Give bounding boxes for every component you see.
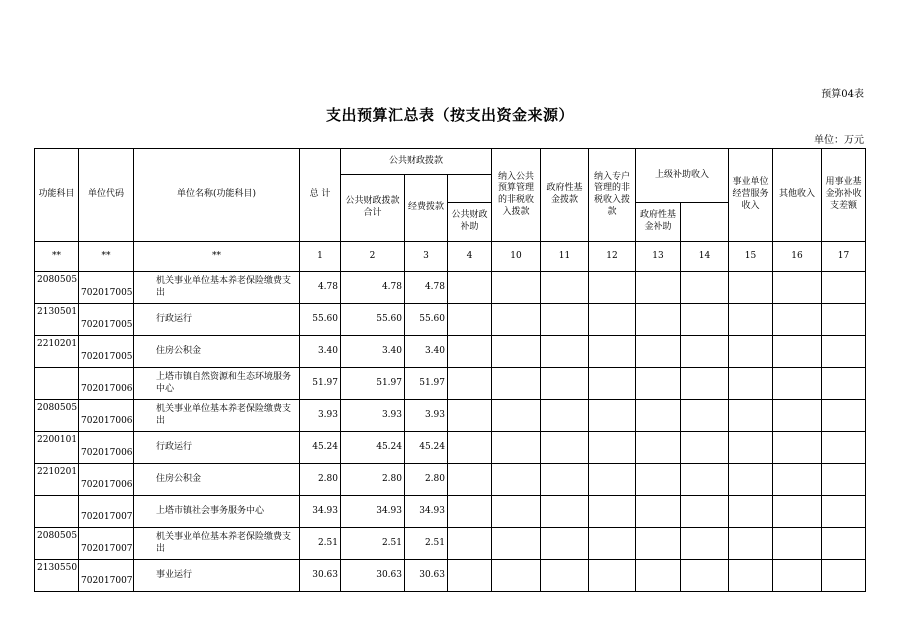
unit-name-text: 事业运行 bbox=[156, 569, 193, 580]
pf-total-cell: 51.97 bbox=[341, 368, 405, 400]
empty-cell bbox=[448, 560, 492, 592]
unit-code-cell: 702017005 bbox=[79, 304, 134, 336]
table-row bbox=[35, 272, 866, 304]
empty-cell bbox=[492, 304, 541, 336]
funding-cell: 2.80 bbox=[405, 464, 448, 496]
unit-code-cell: 702017006 bbox=[79, 464, 134, 496]
empty-cell bbox=[492, 560, 541, 592]
func-code-cell: 2200101 bbox=[35, 432, 79, 464]
empty-cell bbox=[773, 304, 822, 336]
funding-cell: 3.93 bbox=[405, 400, 448, 432]
empty-cell bbox=[729, 464, 773, 496]
table-row bbox=[35, 560, 866, 592]
funding-cell: 55.60 bbox=[405, 304, 448, 336]
funding-cell: 3.40 bbox=[405, 336, 448, 368]
pf-total-cell: 30.63 bbox=[341, 560, 405, 592]
index-cell: 12 bbox=[589, 242, 636, 272]
index-cell: 16 bbox=[773, 242, 822, 272]
unit-name-cell bbox=[134, 528, 300, 560]
empty-cell bbox=[541, 464, 589, 496]
empty-cell bbox=[681, 464, 729, 496]
funding-cell: 30.63 bbox=[405, 560, 448, 592]
total-cell: 30.63 bbox=[300, 560, 341, 592]
unit-name-text: 上塔市镇自然资源和生态环境服务中心 bbox=[156, 371, 292, 394]
empty-cell bbox=[822, 432, 866, 464]
empty-cell bbox=[729, 272, 773, 304]
header-func: 功能科目 bbox=[35, 149, 79, 242]
empty-cell bbox=[492, 368, 541, 400]
empty-cell bbox=[492, 496, 541, 528]
total-cell: 34.93 bbox=[300, 496, 341, 528]
empty-cell bbox=[636, 400, 681, 432]
pf-total-cell: 3.93 bbox=[341, 400, 405, 432]
pf-total-cell: 2.80 bbox=[341, 464, 405, 496]
empty-cell bbox=[822, 528, 866, 560]
header-superior: 上级补助收入 bbox=[636, 149, 729, 203]
total-cell: 3.40 bbox=[300, 336, 341, 368]
empty-cell bbox=[822, 400, 866, 432]
page-title: 支出预算汇总表（按支出资金来源） bbox=[325, 106, 574, 124]
table-row bbox=[35, 304, 866, 336]
empty-cell bbox=[729, 336, 773, 368]
empty-cell bbox=[681, 432, 729, 464]
unit-code-cell: 702017006 bbox=[79, 368, 134, 400]
empty-cell bbox=[681, 304, 729, 336]
empty-cell bbox=[589, 496, 636, 528]
unit-name-text: 住房公积金 bbox=[156, 345, 202, 356]
unit-name-cell bbox=[134, 336, 300, 368]
empty-cell bbox=[822, 464, 866, 496]
empty-cell bbox=[589, 304, 636, 336]
index-cell: 13 bbox=[636, 242, 681, 272]
empty-cell bbox=[636, 304, 681, 336]
funding-cell: 2.51 bbox=[405, 528, 448, 560]
empty-cell bbox=[448, 432, 492, 464]
unit-name-cell bbox=[134, 304, 300, 336]
empty-cell bbox=[681, 368, 729, 400]
empty-cell bbox=[492, 464, 541, 496]
empty-cell bbox=[729, 368, 773, 400]
empty-cell bbox=[822, 272, 866, 304]
empty-cell bbox=[773, 528, 822, 560]
empty-cell bbox=[589, 560, 636, 592]
unit-name-cell bbox=[134, 464, 300, 496]
unit-name-text: 行政运行 bbox=[156, 441, 193, 452]
func-code-cell: 2080505 bbox=[35, 400, 79, 432]
unit-name-text: 机关事业单位基本养老保险缴费支出 bbox=[156, 275, 292, 298]
total-cell: 4.78 bbox=[300, 272, 341, 304]
empty-cell bbox=[636, 336, 681, 368]
empty-cell bbox=[729, 560, 773, 592]
empty-cell bbox=[822, 304, 866, 336]
budget-table bbox=[34, 148, 866, 592]
func-code-cell: 2130501 bbox=[35, 304, 79, 336]
unit-name-cell bbox=[134, 368, 300, 400]
empty-cell bbox=[448, 272, 492, 304]
table-row bbox=[35, 464, 866, 496]
table-row bbox=[35, 496, 866, 528]
empty-cell bbox=[681, 400, 729, 432]
index-row bbox=[35, 242, 866, 272]
unit-name-text: 住房公积金 bbox=[156, 473, 202, 484]
unit-label: 单位：万元 bbox=[814, 135, 864, 146]
table-row bbox=[35, 528, 866, 560]
empty-cell bbox=[773, 272, 822, 304]
empty-cell bbox=[492, 528, 541, 560]
unit-code-cell: 702017007 bbox=[79, 496, 134, 528]
header-public-fiscal: 公共财政拨款 bbox=[341, 149, 492, 175]
funding-cell: 51.97 bbox=[405, 368, 448, 400]
index-cell: ** bbox=[35, 242, 79, 272]
funding-cell: 4.78 bbox=[405, 272, 448, 304]
empty-cell bbox=[541, 368, 589, 400]
index-cell: 15 bbox=[729, 242, 773, 272]
pf-total-cell: 55.60 bbox=[341, 304, 405, 336]
table-row bbox=[35, 368, 866, 400]
header-pf-total: 公共财政拨款合计 bbox=[341, 175, 405, 242]
empty-cell bbox=[636, 272, 681, 304]
empty-cell bbox=[636, 528, 681, 560]
empty-cell bbox=[448, 400, 492, 432]
empty-cell bbox=[448, 368, 492, 400]
empty-cell bbox=[681, 528, 729, 560]
index-cell: ** bbox=[79, 242, 134, 272]
empty-cell bbox=[448, 304, 492, 336]
unit-name-cell bbox=[134, 400, 300, 432]
total-cell: 3.93 bbox=[300, 400, 341, 432]
header-other: 其他收入 bbox=[773, 149, 822, 242]
index-cell: 17 bbox=[822, 242, 866, 272]
empty-cell bbox=[492, 400, 541, 432]
total-cell: 45.24 bbox=[300, 432, 341, 464]
table-row bbox=[35, 400, 866, 432]
funding-cell: 34.93 bbox=[405, 496, 448, 528]
header-non-tax: 纳入公共预算管理的非税收入拨款 bbox=[492, 149, 541, 242]
pf-total-cell: 34.93 bbox=[341, 496, 405, 528]
empty-cell bbox=[492, 336, 541, 368]
header-fund-supp: 用事业基金弥补收支差额 bbox=[822, 149, 866, 242]
table-row bbox=[35, 432, 866, 464]
func-code-cell: 2210201 bbox=[35, 336, 79, 368]
total-cell: 2.80 bbox=[300, 464, 341, 496]
index-cell: 4 bbox=[448, 242, 492, 272]
empty-cell bbox=[541, 432, 589, 464]
empty-cell bbox=[822, 496, 866, 528]
unit-name-text: 上塔市镇社会事务服务中心 bbox=[156, 505, 265, 516]
index-cell: 11 bbox=[541, 242, 589, 272]
header-unit-name: 单位名称(功能科目) bbox=[134, 149, 300, 242]
empty-cell bbox=[492, 272, 541, 304]
index-cell: 3 bbox=[405, 242, 448, 272]
empty-cell bbox=[541, 304, 589, 336]
empty-cell bbox=[492, 432, 541, 464]
header-funding: 经费拨款 bbox=[405, 175, 448, 242]
func-code-cell: 2210201 bbox=[35, 464, 79, 496]
empty-cell bbox=[773, 464, 822, 496]
unit-code-cell: 702017007 bbox=[79, 560, 134, 592]
total-cell: 51.97 bbox=[300, 368, 341, 400]
header-sup-gov: 政府性基金补助 bbox=[636, 203, 681, 242]
func-code-cell bbox=[35, 496, 79, 528]
index-cell: 1 bbox=[300, 242, 341, 272]
unit-name-cell bbox=[134, 560, 300, 592]
empty-cell bbox=[729, 496, 773, 528]
unit-name-cell bbox=[134, 496, 300, 528]
empty-cell bbox=[589, 432, 636, 464]
index-cell: 14 bbox=[681, 242, 729, 272]
funding-cell: 45.24 bbox=[405, 432, 448, 464]
unit-code-cell: 702017006 bbox=[79, 432, 134, 464]
empty-cell bbox=[541, 560, 589, 592]
func-code-cell: 2130550 bbox=[35, 560, 79, 592]
empty-cell bbox=[729, 432, 773, 464]
empty-cell bbox=[773, 432, 822, 464]
unit-code-cell: 702017005 bbox=[79, 272, 134, 304]
total-cell: 2.51 bbox=[300, 528, 341, 560]
unit-name-text: 机关事业单位基本养老保险缴费支出 bbox=[156, 531, 292, 554]
header-special-non-tax: 纳入专户管理的非税收入拨款 bbox=[589, 149, 636, 242]
empty-cell bbox=[541, 336, 589, 368]
empty-cell bbox=[681, 496, 729, 528]
empty-cell bbox=[681, 560, 729, 592]
empty-cell bbox=[589, 368, 636, 400]
empty-cell bbox=[773, 368, 822, 400]
empty-cell bbox=[541, 496, 589, 528]
pf-total-cell: 4.78 bbox=[341, 272, 405, 304]
index-cell: 10 bbox=[492, 242, 541, 272]
unit-name-text: 行政运行 bbox=[156, 313, 193, 324]
empty-cell bbox=[636, 464, 681, 496]
empty-cell bbox=[773, 336, 822, 368]
pf-total-cell: 2.51 bbox=[341, 528, 405, 560]
func-code-cell: 2080505 bbox=[35, 528, 79, 560]
empty-cell bbox=[589, 464, 636, 496]
empty-cell bbox=[541, 400, 589, 432]
empty-cell bbox=[448, 336, 492, 368]
empty-cell bbox=[681, 336, 729, 368]
unit-code-cell: 702017007 bbox=[79, 528, 134, 560]
pf-total-cell: 45.24 bbox=[341, 432, 405, 464]
empty-cell bbox=[448, 528, 492, 560]
empty-cell bbox=[541, 272, 589, 304]
empty-cell bbox=[681, 272, 729, 304]
empty-cell bbox=[636, 560, 681, 592]
index-cell: 2 bbox=[341, 242, 405, 272]
header-sup-public: 公共财政补助 bbox=[448, 203, 492, 242]
empty-cell bbox=[729, 400, 773, 432]
func-code-cell: 2080505 bbox=[35, 272, 79, 304]
header-business: 事业单位经营服务收入 bbox=[729, 149, 773, 242]
empty-cell bbox=[822, 560, 866, 592]
empty-cell bbox=[636, 432, 681, 464]
form-number: 预算04表 bbox=[821, 89, 864, 100]
header-total: 总 计 bbox=[300, 149, 341, 242]
empty-cell bbox=[773, 496, 822, 528]
empty-cell bbox=[589, 336, 636, 368]
empty-cell bbox=[822, 336, 866, 368]
empty-cell bbox=[541, 528, 589, 560]
empty-cell bbox=[589, 400, 636, 432]
pf-total-cell: 3.40 bbox=[341, 336, 405, 368]
total-cell: 55.60 bbox=[300, 304, 341, 336]
unit-name-text: 机关事业单位基本养老保险缴费支出 bbox=[156, 403, 292, 426]
empty-cell bbox=[729, 304, 773, 336]
unit-name-cell bbox=[134, 432, 300, 464]
unit-code-cell: 702017005 bbox=[79, 336, 134, 368]
header-gov-fund: 政府性基金拨款 bbox=[541, 149, 589, 242]
empty-cell bbox=[589, 528, 636, 560]
header-unit-code: 单位代码 bbox=[79, 149, 134, 242]
empty-cell bbox=[448, 496, 492, 528]
empty-cell bbox=[448, 464, 492, 496]
table-row bbox=[35, 336, 866, 368]
empty-cell bbox=[773, 560, 822, 592]
empty-cell bbox=[822, 368, 866, 400]
empty-cell bbox=[589, 272, 636, 304]
empty-cell bbox=[729, 528, 773, 560]
unit-name-cell bbox=[134, 272, 300, 304]
func-code-cell bbox=[35, 368, 79, 400]
empty-cell bbox=[636, 368, 681, 400]
unit-code-cell: 702017006 bbox=[79, 400, 134, 432]
empty-cell bbox=[773, 400, 822, 432]
empty-cell bbox=[636, 496, 681, 528]
index-cell: ** bbox=[134, 242, 300, 272]
